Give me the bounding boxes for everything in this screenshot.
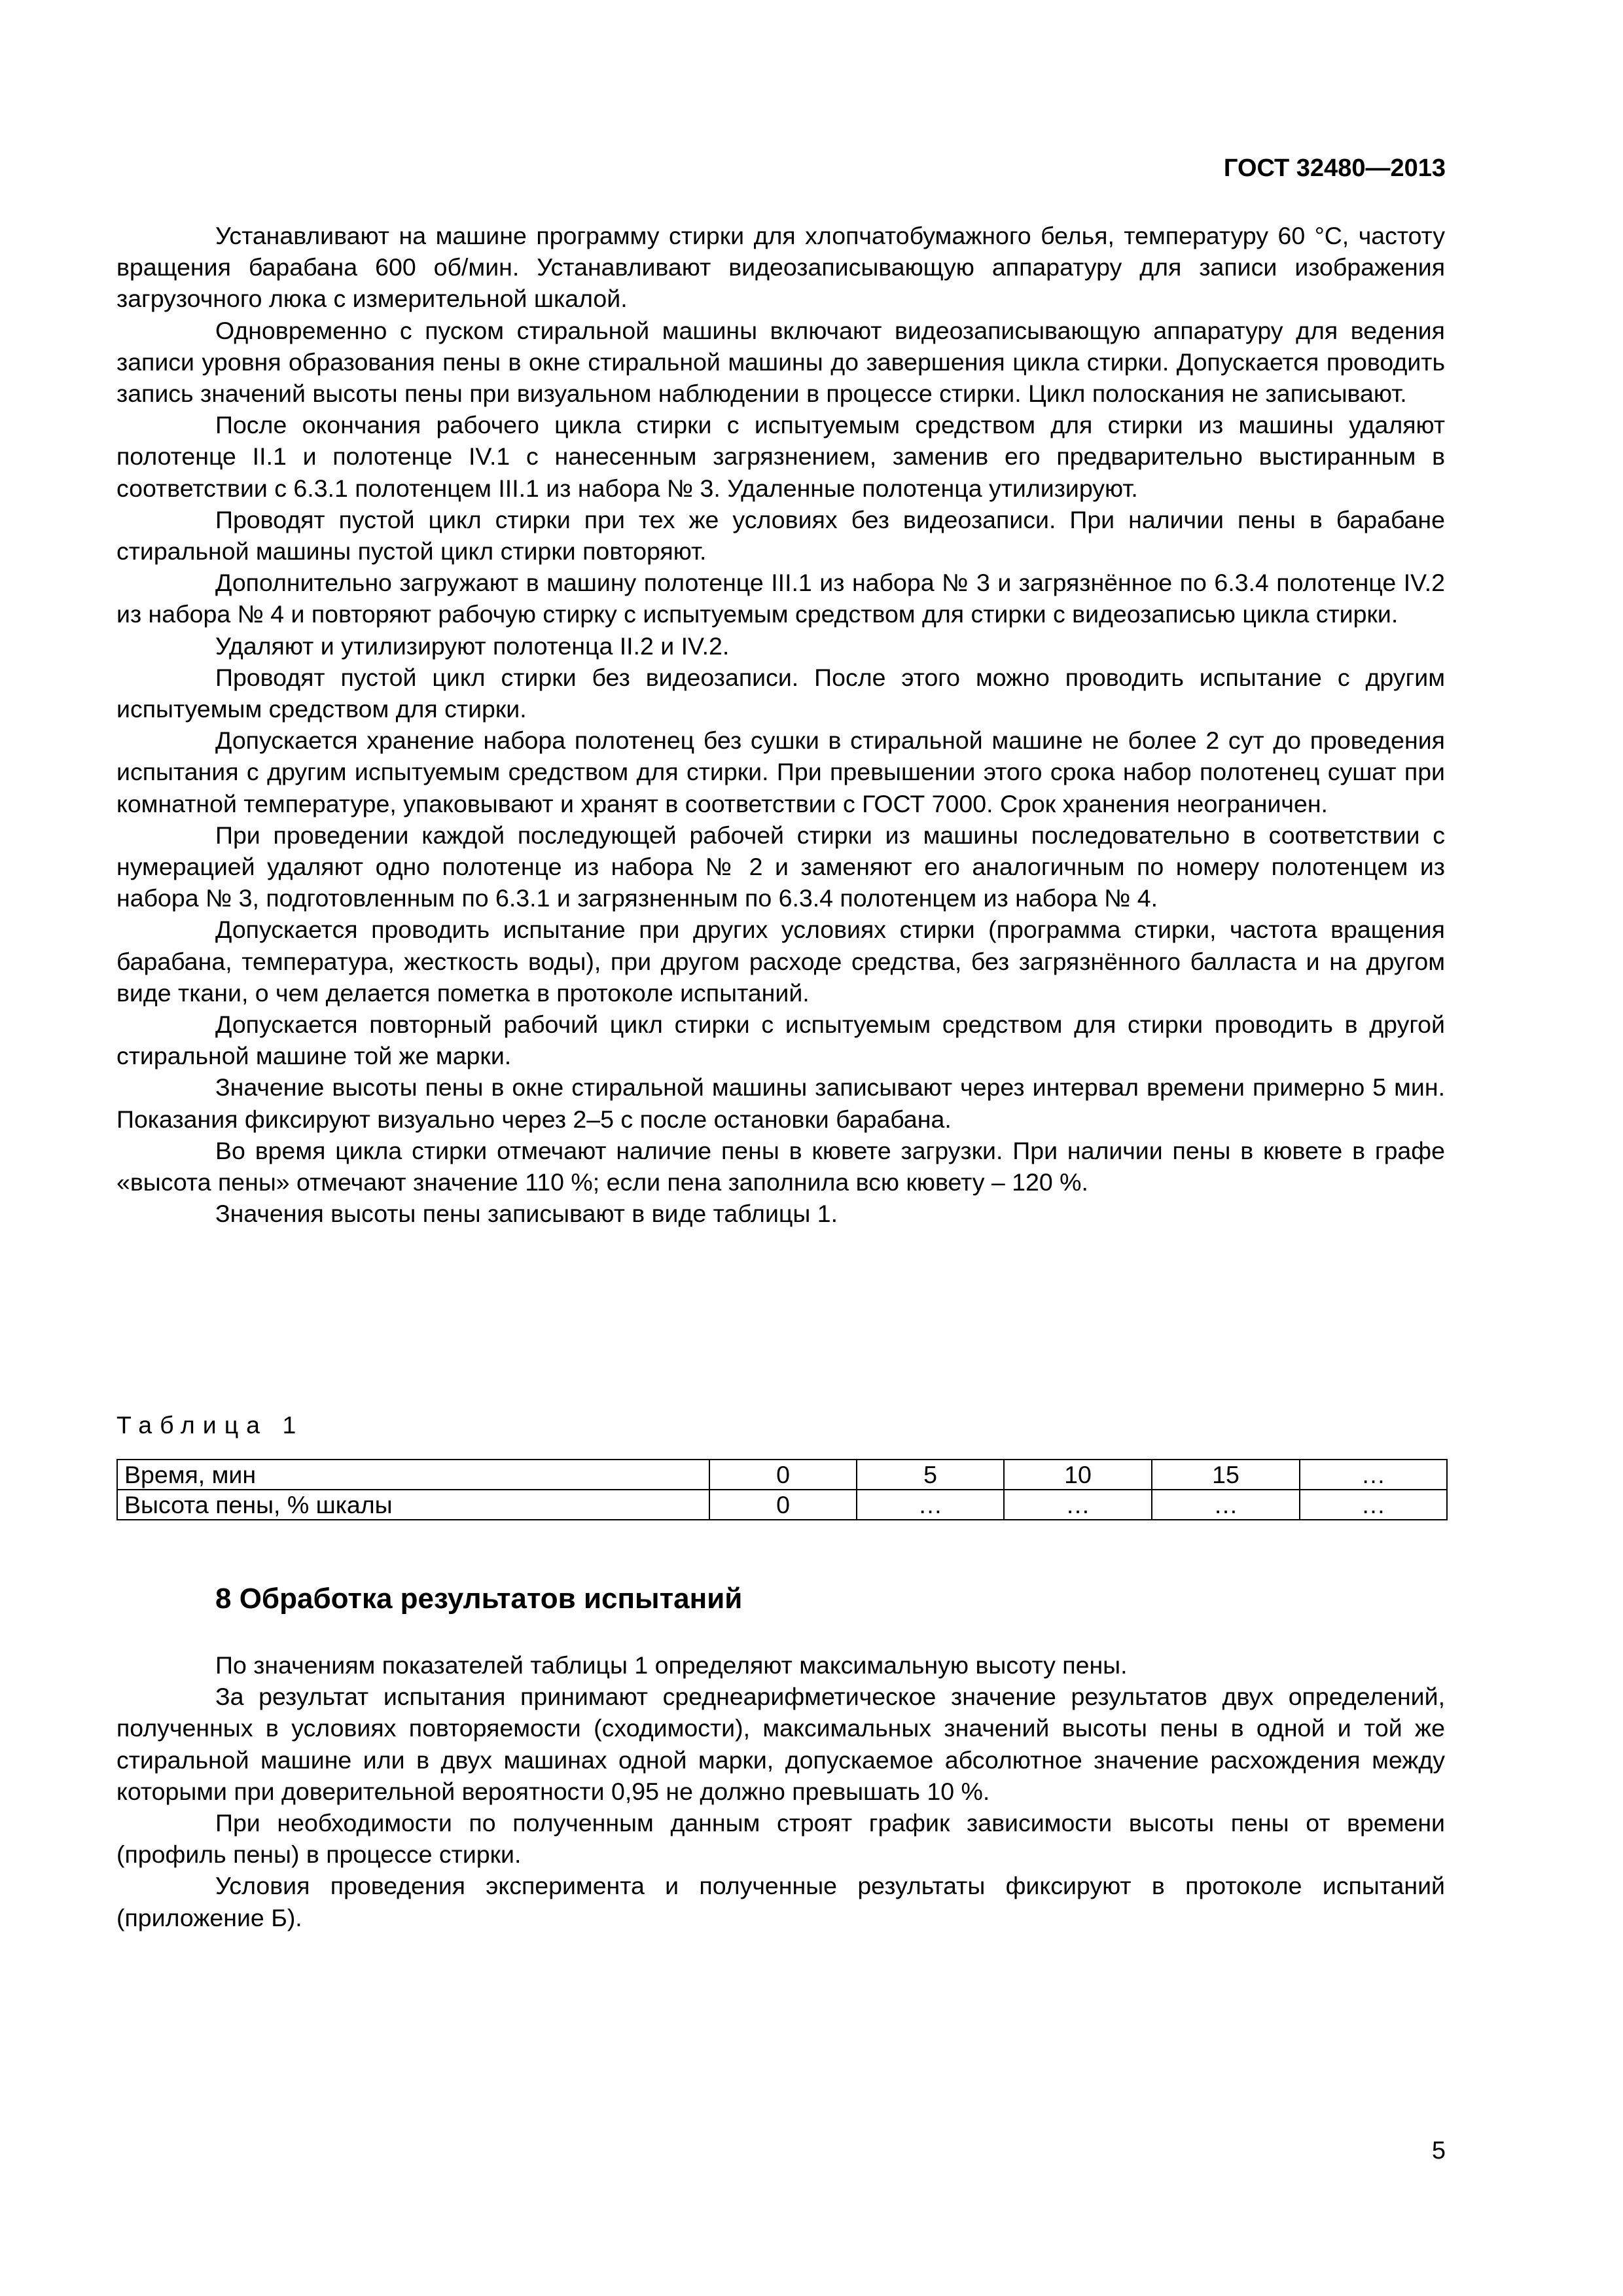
paragraph: Допускается повторный рабочий цикл стирки с испытуемым средством для стирки проводить в другой стиральной машине той же марки. — [116, 1011, 1445, 1070]
body-text — [116, 220, 1445, 1230]
table-cell: 10 — [1004, 1460, 1152, 1490]
paragraph: После окончания рабочего цикла стирки с испытуемым средством для стирки из машины удаляют полотенце II.1 и полотенце IV.1 с нанесенным загрязнением, заменив его предварительно выстиранным в соответствии с 6.3.1 полотенцем III.1 из набора № 3. Удаленные полотенца утилизируют. — [116, 411, 1445, 502]
paragraph: Значения высоты пены записывают в виде таблицы 1. — [215, 1200, 838, 1228]
table-cell: … — [1152, 1490, 1300, 1520]
table-cell: 0 — [709, 1490, 857, 1520]
paragraph: Допускается хранение набора полотенец без сушки в стиральной машине не более 2 сут до проведения испытания с другим испытуемым средством для стирки. При превышении этого срока набор полотенец сушат при комнатной температуре, упаковывают и хранят в соответствии с ГОСТ 7000. Срок хранения неограничен. — [116, 726, 1445, 817]
paragraph: По значениям показателей таблицы 1 определяют максимальную высоту пены. — [215, 1651, 1128, 1679]
table-row — [117, 1490, 1447, 1520]
foam-height-table — [116, 1459, 1448, 1520]
page-number: 5 — [1431, 2137, 1446, 2164]
section-body-text — [116, 1649, 1445, 1933]
paragraph: Одновременно с пуском стиральной машины включают видеозаписывающую аппаратуру для ведения записи уровня образования пены в окне стиральной машины до завершения цикла стирки. Допускается проводить запись значений высоты пены при визуальном наблюдении в процессе стирки. Цикл полоскания не записывают. — [116, 316, 1445, 408]
table-cell: 0 — [709, 1460, 857, 1490]
section-heading: 8 Обработка результатов испытаний — [215, 1583, 743, 1615]
paragraph: Значение высоты пены в окне стиральной машины записывают через интервал времени примерно 5 мин. Показания фиксируют визуально через 2–5 с после остановки барабана. — [116, 1073, 1445, 1133]
table-cell: … — [857, 1490, 1004, 1520]
paragraph: При необходимости по полученным данным строят график зависимости высоты пены от времени (профиль пены) в процессе стирки. — [116, 1809, 1445, 1869]
table-row — [117, 1460, 1447, 1490]
paragraph: Допускается проводить испытание при других условиях стирки (программа стирки, частота вращения барабана, температура, жесткость воды), при другом расходе средства, без загрязнённого балласта и на другом виде ткани, о чем делается пометка в протоколе испытаний. — [116, 916, 1445, 1007]
standard-code-header: ГОСТ 32480—2013 — [1223, 154, 1446, 182]
paragraph: Условия проведения эксперимента и полученные результаты фиксируют в протоколе испытаний (приложение Б). — [116, 1872, 1445, 1931]
paragraph: Устанавливают на машине программу стирки для хлопчатобумажного белья, температуру 60 °С, частоту вращения барабана 600 об/мин. Устанавливают видеозаписывающую аппаратуру для записи изображения загрузочного люка с измерительной шкалой. — [116, 222, 1445, 313]
table-cell: … — [1300, 1490, 1447, 1520]
row-label: Время, мин — [117, 1460, 709, 1490]
paragraph: Проводят пустой цикл стирки без видеозаписи. После этого можно проводить испытание с другим испытуемым средством для стирки. — [116, 663, 1445, 723]
paragraph: За результат испытания принимают среднеарифметическое значение результатов двух определений, полученных в условиях повторяемости (сходимости), максимальных значений высоты пены в одной и той же стиральной машине или в двух машинах одной марки, допускаемое абсолютное значение расхождения между которыми при доверительной вероятности 0,95 не должно превышать 10 %. — [116, 1683, 1445, 1805]
row-label: Высота пены, % шкалы — [117, 1490, 709, 1520]
paragraph: Удаляют и утилизируют полотенца II.2 и IV.2. — [215, 632, 730, 660]
paragraph: При проведении каждой последующей рабочей стирки из машины последовательно в соответствии с нумерацией удаляют одно полотенце из набора № 2 и заменяют его аналогичным по номеру полотенцем из набора № 3, подготовленным по 6.3.1 и загрязненным по 6.3.4 полотенцем из набора № 4. — [116, 821, 1445, 912]
paragraph: Дополнительно загружают в машину полотенце III.1 из набора № 3 и загрязнённое по 6.3.4 полотенце IV.2 из набора № 4 и повторяют рабочую стирку с испытуемым средством для стирки с видеозаписью цикла стирки. — [116, 569, 1445, 628]
table-caption: Таблица 1 — [116, 1411, 304, 1439]
table-cell: 5 — [857, 1460, 1004, 1490]
table-cell: 15 — [1152, 1460, 1300, 1490]
paragraph: Во время цикла стирки отмечают наличие пены в кювете загрузки. При наличии пены в кювете в графе «высота пены» отмечают значение 110 %; если пена заполнила всю кювету – 120 %. — [116, 1136, 1445, 1196]
table-cell: … — [1300, 1460, 1447, 1490]
paragraph: Проводят пустой цикл стирки при тех же условиях без видеозаписи. При наличии пены в барабане стиральной машины пустой цикл стирки повторяют. — [116, 505, 1445, 565]
table-cell: … — [1004, 1490, 1152, 1520]
